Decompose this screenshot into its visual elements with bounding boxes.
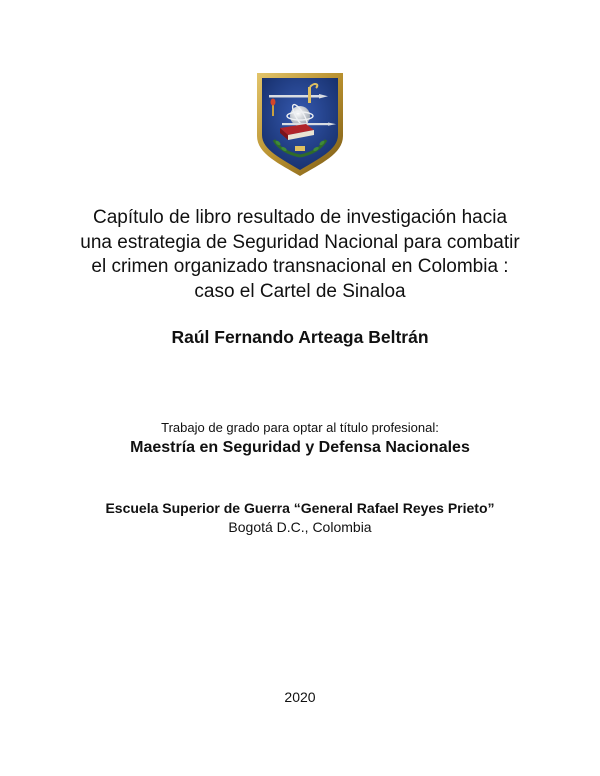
- title-line-1: Capítulo de libro resultado de investigación hacia: [92, 207, 508, 228]
- degree-intro-text: Trabajo de grado para optar al título profesional:: [161, 420, 439, 435]
- author-name: Raúl Fernando Arteaga Beltrán: [171, 327, 429, 347]
- institution-emblem: [254, 70, 346, 178]
- location-text: Bogotá D.C., Colombia: [228, 519, 372, 535]
- publication-year: 2020: [284, 689, 316, 705]
- document-title: [40, 206, 560, 304]
- title-line-3: el crimen organizado transnacional en Colombia :: [91, 256, 509, 277]
- title-line-4: caso el Cartel de Sinaloa: [194, 280, 406, 302]
- military-school-shield-icon: [254, 70, 346, 178]
- title-line-2: una estrategia de Seguridad Nacional para combatir: [80, 231, 520, 253]
- institution-name: Escuela Superior de Guerra “General Rafael Reyes Prieto”: [105, 500, 495, 516]
- degree-title: Maestría en Seguridad y Defensa Nacionales: [130, 439, 470, 456]
